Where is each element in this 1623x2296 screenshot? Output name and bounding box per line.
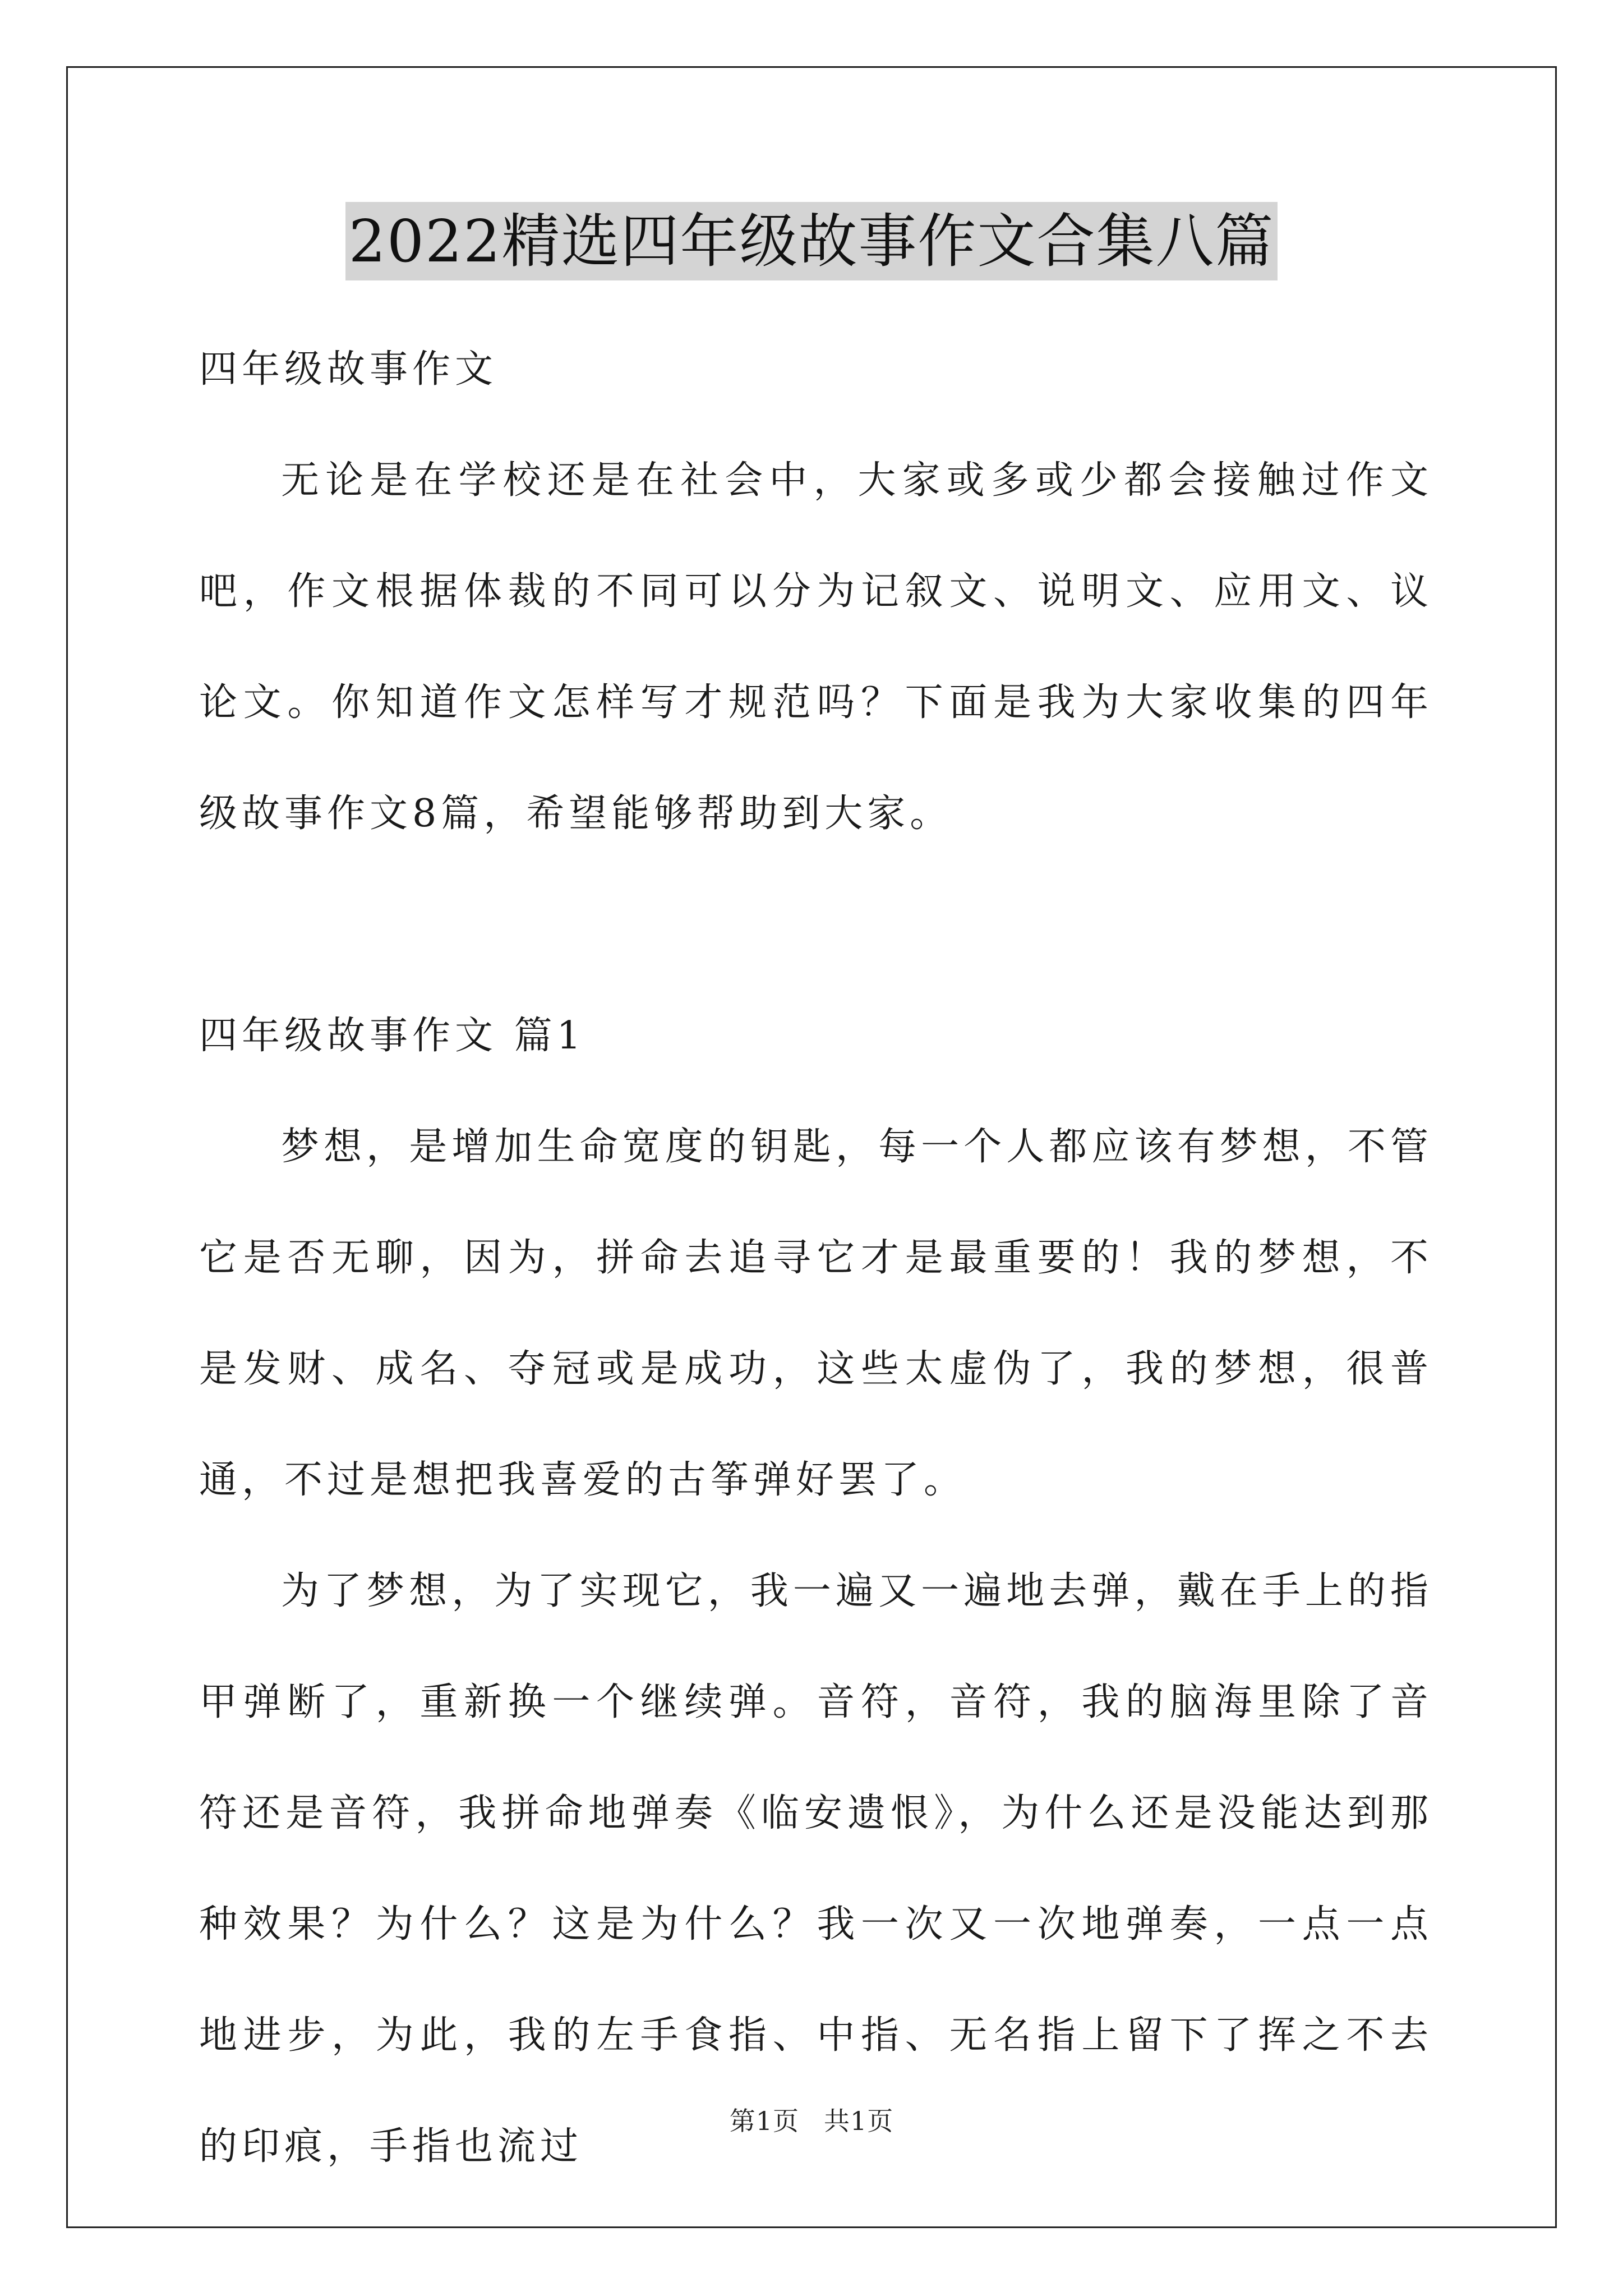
section1-paragraph-2: 为了梦想，为了实现它，我一遍又一遍地去弹，戴在手上的指甲弹断了，重新换一个继续弹。音符，音符，我的脑海里除了音符还是音符，我拼命地弹奏《临安遗恨》，为什么还是没能达到那种效果？为什么？这是为什么？我一次又一次地弹奏，一点一点地进步，为此，我的左手食指、中指、无名指上留下了挥之不去的印痕，手指也流过 — [199, 1569, 1433, 2169]
title-container — [0, 202, 1623, 280]
page-number-total: 共1页 — [824, 2106, 894, 2136]
intro-paragraph: 无论是在学校还是在社会中，大家或多或少都会接触过作文吧，作文根据体裁的不同可以分为记叙文、说明文、应用文、议论文。你知道作文怎样写才规范吗？下面是我为大家收集的四年级故事作文8篇，希望能够帮助到大家。 — [199, 458, 1433, 836]
page-number-current: 第1页 — [729, 2106, 799, 2136]
page-footer — [0, 2101, 1623, 2138]
section1-heading: 四年级故事作文 篇1 — [199, 1014, 585, 1058]
section1-paragraph-1: 梦想，是增加生命宽度的钥匙，每一个人都应该有梦想，不管它是否无聊，因为，拼命去追寻它才是最重要的！我的梦想，不是发财、成名、夺冠或是成功，这些太虚伪了，我的梦想，很普通，不过是想把我喜爱的古筝弹好罢了。 — [199, 1125, 1433, 1502]
document-body — [199, 314, 1433, 2202]
document-title: 2022精选四年级故事作文合集八篇 — [345, 202, 1278, 280]
intro-heading: 四年级故事作文 — [199, 347, 498, 392]
section-gap — [199, 869, 1433, 981]
